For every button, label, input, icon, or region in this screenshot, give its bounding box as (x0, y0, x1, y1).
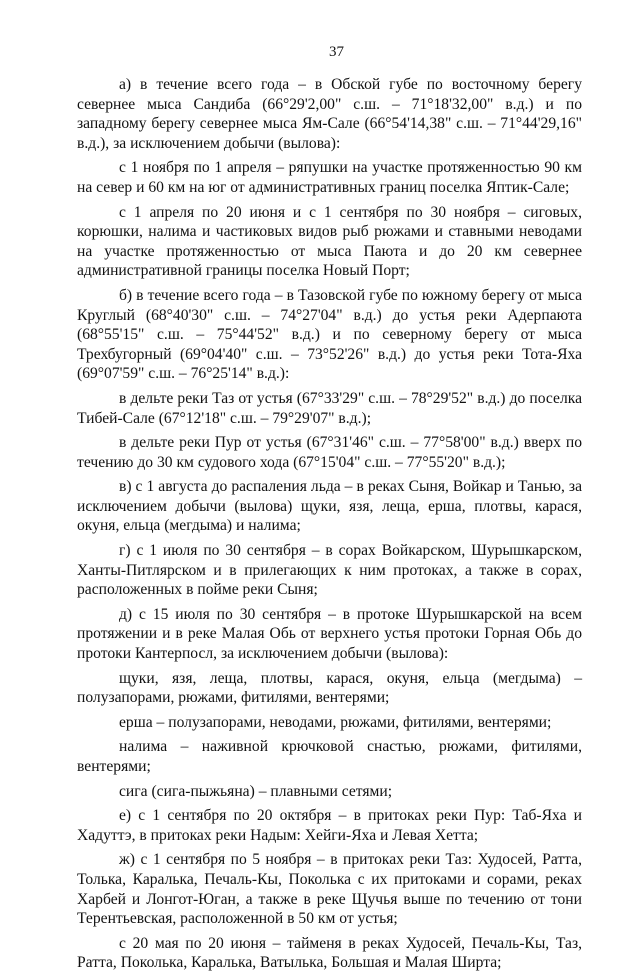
paragraph-e: е) с 1 сентября по 20 октября – в притоках реки Пур: Таб-Яха и Хадуттэ, в притоках реки Надым: Хейги-Яха и Левая Хетта; (77, 807, 582, 844)
paragraph-v: в) с 1 августа до распаления льда – в реках Сыня, Войкар и Танью, за исключением добычи (вылова) щуки, язя, леща, ерша, плотвы, карася, окуня, ельца (мегдыма) и налима; (77, 478, 582, 535)
paragraph-zh: ж) с 1 сентября по 5 ноября – в притоках реки Таз: Худосей, Ратта, Толька, Каралька, Печаль-Кы, Поколька с их притоками и сорами, реках Харбей и Лонгот-Юган, а также в реке Щучья выше по течению от тони Терентьевская, расположенной в 50 км от устья; (77, 851, 582, 928)
paragraph-siga: сига (сига-пыжьяна) – плавными сетями; (119, 782, 393, 800)
paragraph-nalima: налима – наживной крючковой снастью, рюжами, фитилями, вентерями; (77, 738, 582, 775)
paragraph-taz-delta: в дельте реки Таз от устья (67°33'29" с.ш. – 78°29'52" в.д.) до поселка Тибей-Сале (67°12'18" с.ш. – 79°29'07" в.д.); (77, 389, 582, 427)
paragraph-taimen: с 20 мая по 20 июня – тайменя в реках Худосей, Печаль-Кы, Таз, Ратта, Поколька, Каралька, Ватылька, Большая и Малая Ширта; (77, 934, 582, 972)
page-number: 37 (329, 44, 344, 60)
paragraph-ryapushka: с 1 ноября по 1 апреля – ряпушки на участке протяженностью 90 км на север и 60 км на юг от административных границ поселка Яптик-Сале; (77, 159, 582, 196)
paragraph-a: а) в течение всего года – в Обской губе по восточному берегу севернее мыса Сандиба (66°29'2,00" с.ш. – 71°18'32,00" в.д.) и по западному берегу севернее мыса Ям-Сале (66°54'14,38" с.ш. – 71°44'29,16" в.д.), за исключением добычи (вылова): (77, 76, 582, 152)
paragraph-g: г) с 1 июля по 30 сентября – в сорах Войкарском, Шурышкарском, Ханты-Питлярском и в прилегающих к ним протоках, а также в сорах, расположенных в пойме реки Сыня; (77, 542, 582, 599)
paragraph-ersha: ерша – полузапорами, неводами, рюжами, фитилями, вентерями; (119, 713, 552, 731)
paragraph-sigovye: с 1 апреля по 20 июня и с 1 сентября по 30 ноября – сиговых, корюшки, налима и частиковых видов рыб рюжами и ставными неводами на участке протяженностью от мыса Паюта и до 20 км севернее административной границы поселка Новый Порт; (77, 203, 582, 280)
paragraph-b: б) в течение всего года – в Тазовской губе по южному берегу от мыса Круглый (68°40'30" с.ш. – 74°27'04" в.д.) до устья реки Адерпаюта (68°55'15" с.ш. – 75°44'52" в.д.) и по северному берегу от мыса Трехбугорный (69°04'40" с.ш. – 73°52'26" в.д.) до устья реки Тота-Яха (69°07'59" с.ш. – 76°25'14" в.д.): (77, 286, 582, 383)
paragraph-shchuki: щуки, язя, леща, плотвы, карася, окуня, ельца (мегдыма) – полузапорами, рюжами, фитилями, вентерями; (77, 669, 582, 707)
paragraph-d: д) с 15 июля по 30 сентября – в протоке Шурышкарской на всем протяжении и в реке Малая Обь от верхнего устья протоки Горная Обь до протоки Кантерпосл, за исключением добычи (вылова): (77, 605, 582, 663)
paragraph-pur-delta: в дельте реки Пур от устья (67°31'46" с.ш. – 77°58'00" в.д.) вверх по течению до 30 км судового хода (67°15'04" с.ш. – 77°55'20" в.д.); (77, 434, 582, 471)
